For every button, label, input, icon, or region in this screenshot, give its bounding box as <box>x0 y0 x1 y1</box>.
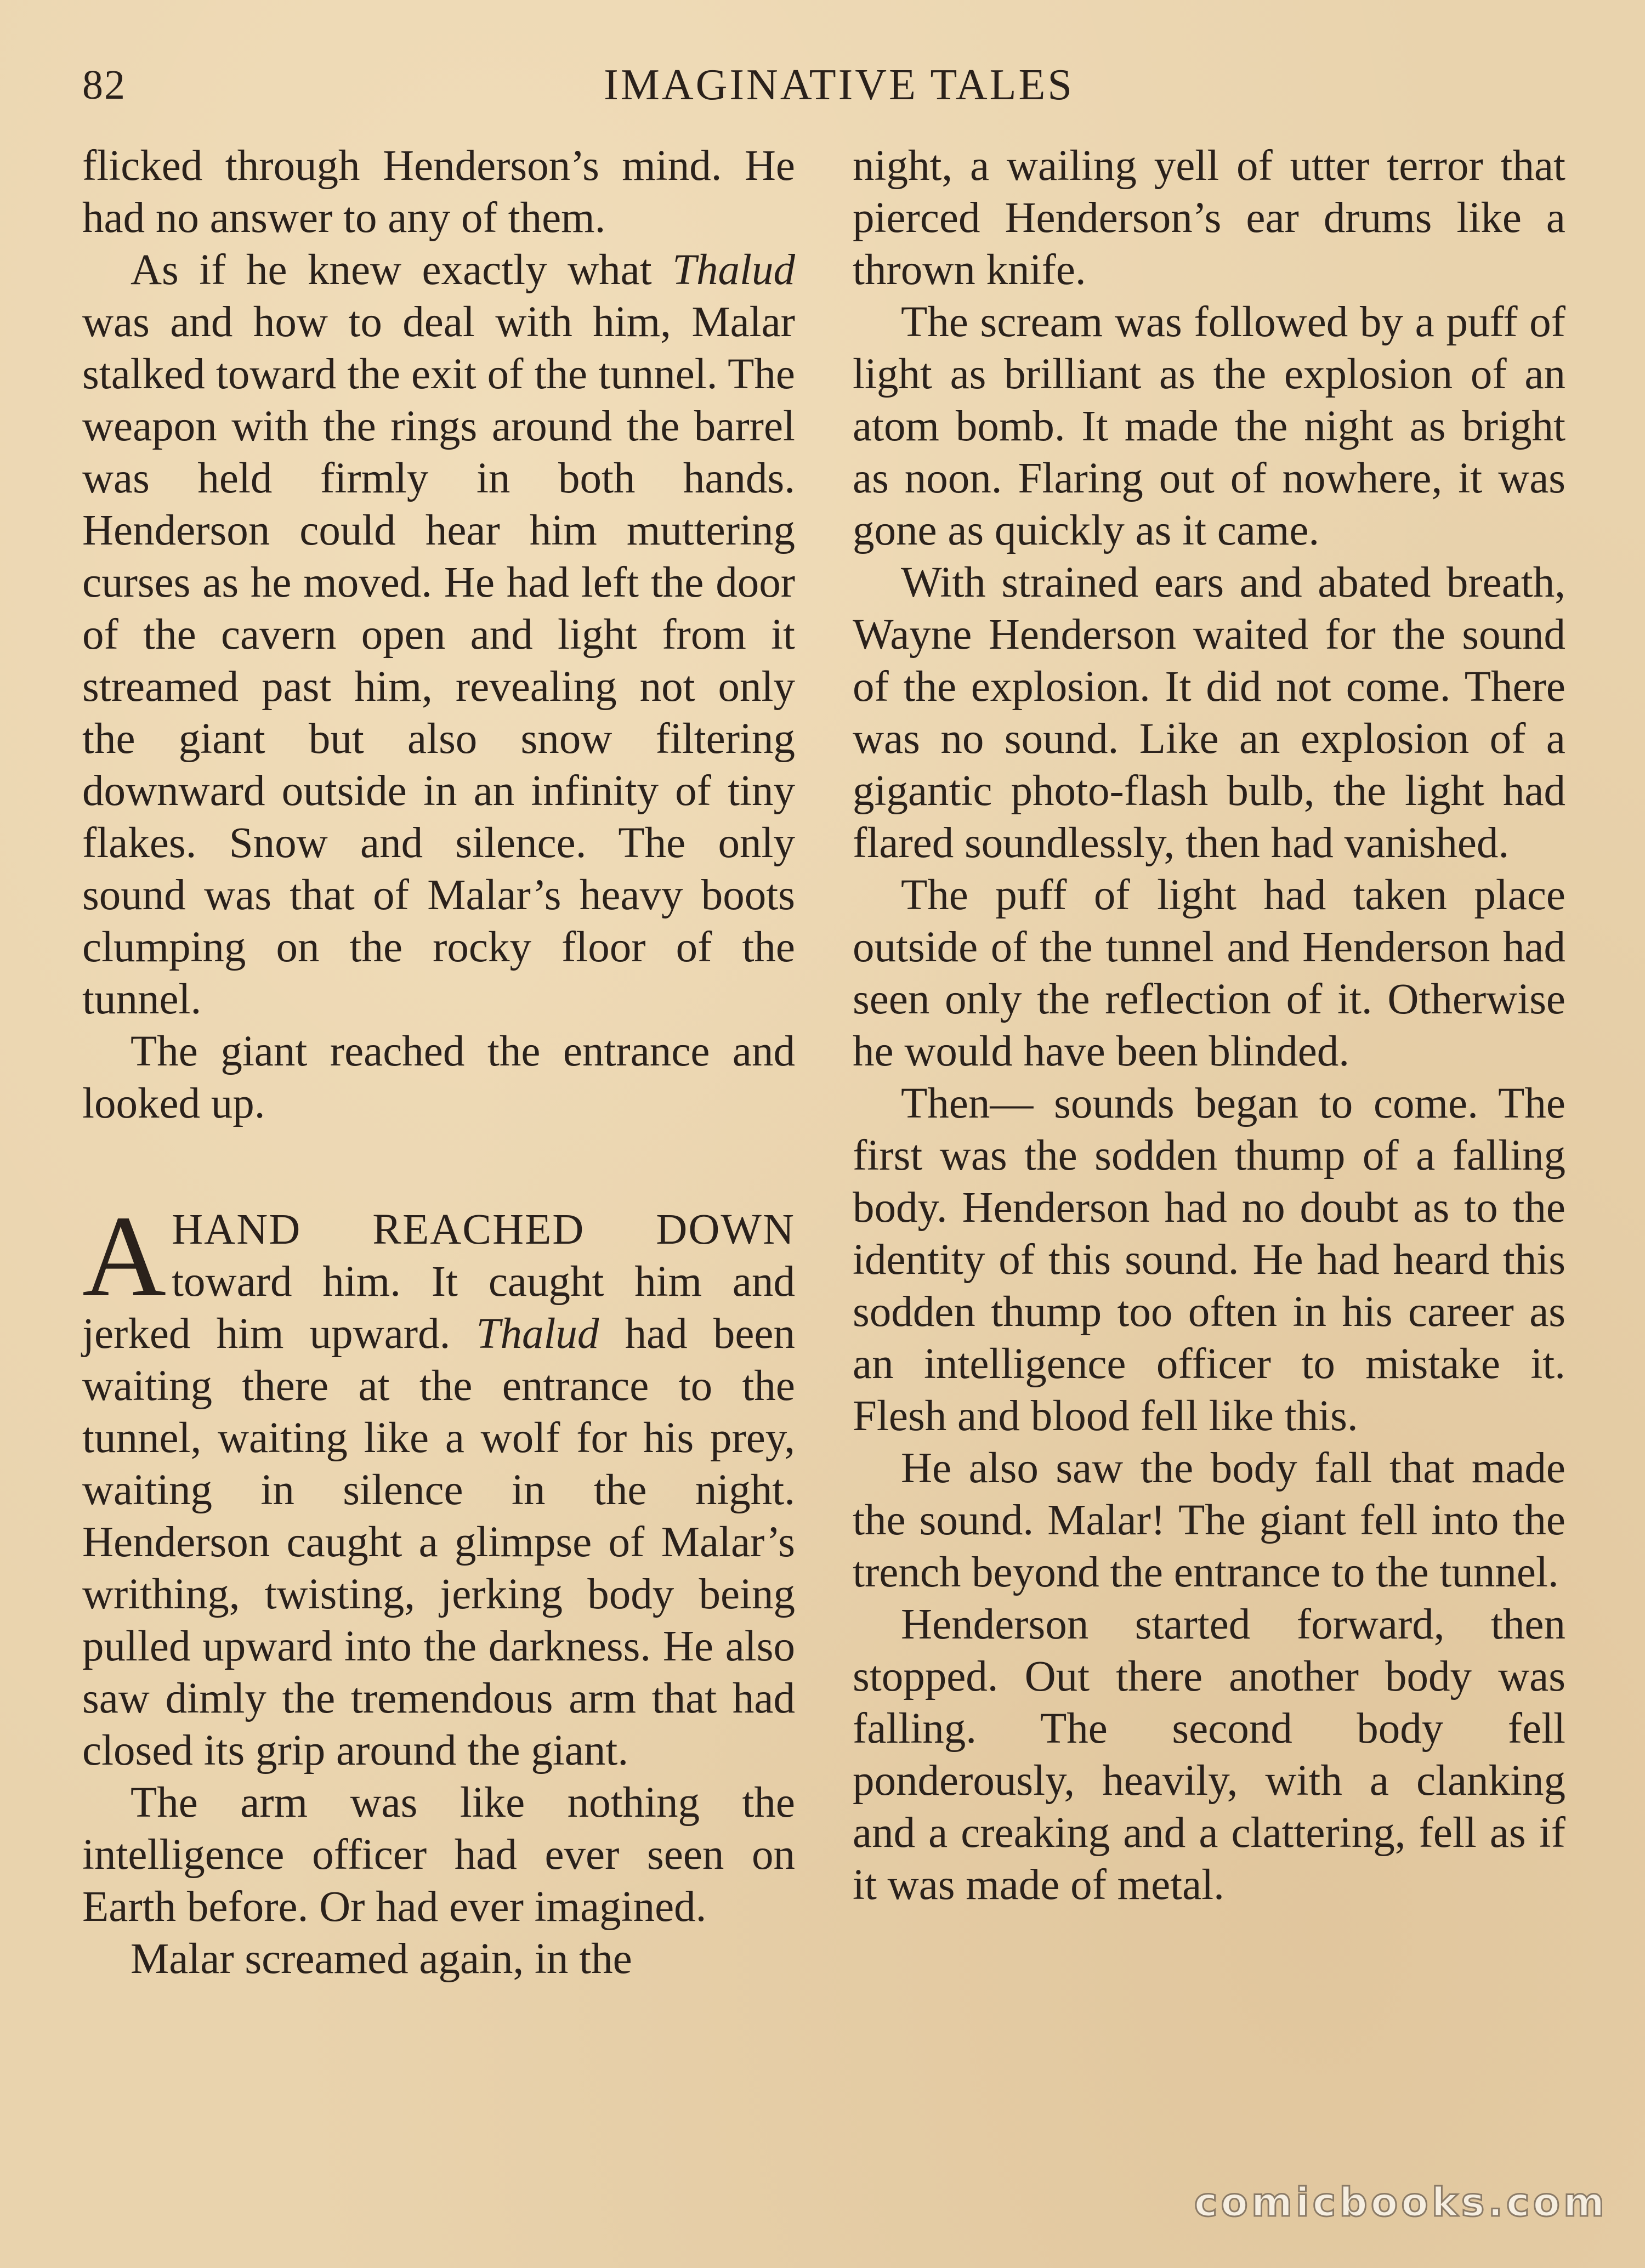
paragraph: night, a wailing yell of utter terror that pierced Henderson’s ear drums like a thrown knife. <box>853 142 1565 294</box>
paragraph: Henderson started forward, then stopped. Out there another body was falling. The second body fell ponderously, heavily, with a clanking and a creaking and a clattering, fell as if it was made of metal. <box>853 1601 1565 1909</box>
left-column <box>82 140 795 1985</box>
section-break <box>82 1130 795 1204</box>
paragraph: flicked through Henderson’s mind. He had no answer to any of them. <box>82 142 795 242</box>
paragraph: The puff of light had taken place outside of the tunnel and Henderson had seen only the reflection of it. Otherwise he would have been blinded. <box>853 871 1565 1075</box>
italic-name: Thalud <box>672 246 795 294</box>
watermark: comicbooks.com <box>1194 2179 1608 2225</box>
running-title: IMAGINATIVE TALES <box>604 61 1074 109</box>
page-number: 82 <box>82 62 126 108</box>
paragraph: With strained ears and abated breath, Wayne Henderson waited for the sound of the explosion. It did not come. There was no sound. Like an explosion of a gigantic photo-flash bulb, the light had flared soundlessly, then had vanished. <box>853 559 1565 867</box>
paragraph: The giant reached the entrance and looked up. <box>82 1028 795 1127</box>
paragraph: He also saw the body fall that made the sound. Malar! The giant fell into the trench beyond the entrance to the tunnel. <box>853 1444 1565 1596</box>
paragraph: Then— sounds began to come. The first was the sodden thump of a falling body. Henderson had no doubt as to the identity of this sound. He had heard this sodden thump too often in his career as an intelligence officer to mistake it. Flesh and blood fell like this. <box>853 1080 1565 1440</box>
drop-cap: A <box>82 1192 167 1320</box>
paragraph: The scream was followed by a puff of light as brilliant as the explosion of an atom bomb. It made the night as bright as noon. Flaring out of nowhere, it was gone as quickly as it came. <box>853 298 1565 554</box>
right-column <box>853 140 1565 1911</box>
page-header <box>82 55 1563 115</box>
paragraph: Malar screamed again, in the <box>131 1935 632 1983</box>
paragraph: As if he knew exactly what Thalud was and how to deal with him, Malar stalked toward the exit of the tunnel. The weapon with the rings around the barrel was held firmly in both hands. Henderson could hear him muttering curses as he moved. He had left the door of the cavern open and light from it streamed past him, revealing not only the giant but also snow filtering downward outside in an infinity of tiny flakes. Snow and silence. The only sound was that of Malar’s heavy boots clumping on the rocky floor of the tunnel. <box>82 246 795 1023</box>
paragraph-dropcap: AHAND REACHED DOWN toward him. It caught him and jerked him upward. Thalud had been waiting there at the entrance to the tunnel, waiting like a wolf for his prey, waiting in silence in the night. Henderson caught a glimpse of Malar’s writhing, twisting, jerking body being pulled upward into the darkness. He also saw dimly the tremendous arm that had closed its grip around the giant. <box>82 1192 795 1774</box>
opening-words: HAND REACHED DOWN <box>172 1206 795 1254</box>
paragraph: The arm was like nothing the intelligence officer had ever seen on Earth before. Or had ever imagined. <box>82 1779 795 1931</box>
italic-name: Thalud <box>476 1310 599 1358</box>
